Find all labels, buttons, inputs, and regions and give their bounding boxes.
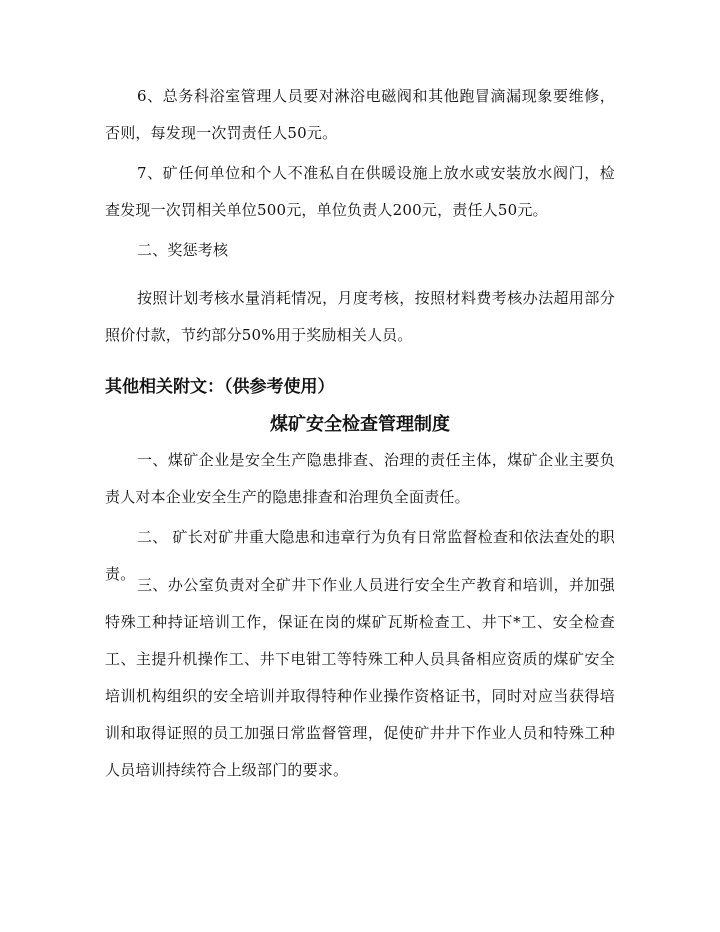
paragraph-bath-valve-rule: 6、总务科浴室管理人员要对淋浴电磁阀和其他跑冒滴漏现象要维修，否则，每发现一次罚责任人50元。 xyxy=(105,87,615,142)
paragraph-heating-drain-rule: 7、矿任何单位和个人不准私自在供暖设施上放水或安装放水阀门，检查发现一次罚相关单位500元，单位负责人200元，责任人50元。 xyxy=(105,164,615,219)
other-attachments-heading: 其他相关附文：（供参考使用） xyxy=(105,377,335,397)
paragraph-mine-director-duty: 二、 矿长对矿井重大隐患和违章行为负有日常监督检查和依法查处的职责。 xyxy=(105,528,615,583)
paragraph-enterprise-responsibility: 一、煤矿企业是安全生产隐患排查、治理的责任主体，煤矿企业主要负责人对本企业安全生产的隐患排查和治理负全面责任。 xyxy=(105,451,615,506)
paragraph-office-training-duty: 三、办公室负责对全矿井下作业人员进行安全生产教育和培训，并加强特殊工种持证培训工作，保证在岗的煤矿瓦斯检查工、井下*工、安全检查工、主提升机操作工、井下电钳工等特殊工种人员具备相应资质的煤矿安全培训机构组织的安全培训并取得特种作业操作资格证书，同时对应当获得培训和取得证照的员工加强日常监督管理，促使矿井井下作业人员和特殊工种人员培训持续符合上级部门的要求。 xyxy=(105,576,615,779)
document-title: 煤矿安全检查管理制度 xyxy=(270,414,450,435)
section-heading-rewards-penalties: 二、奖惩考核 xyxy=(137,241,229,259)
paragraph-monthly-assessment: 按照计划考核水量消耗情况，月度考核，按照材料费考核办法超用部分照价付款，节约部分50%用于奖励相关人员。 xyxy=(105,289,615,344)
